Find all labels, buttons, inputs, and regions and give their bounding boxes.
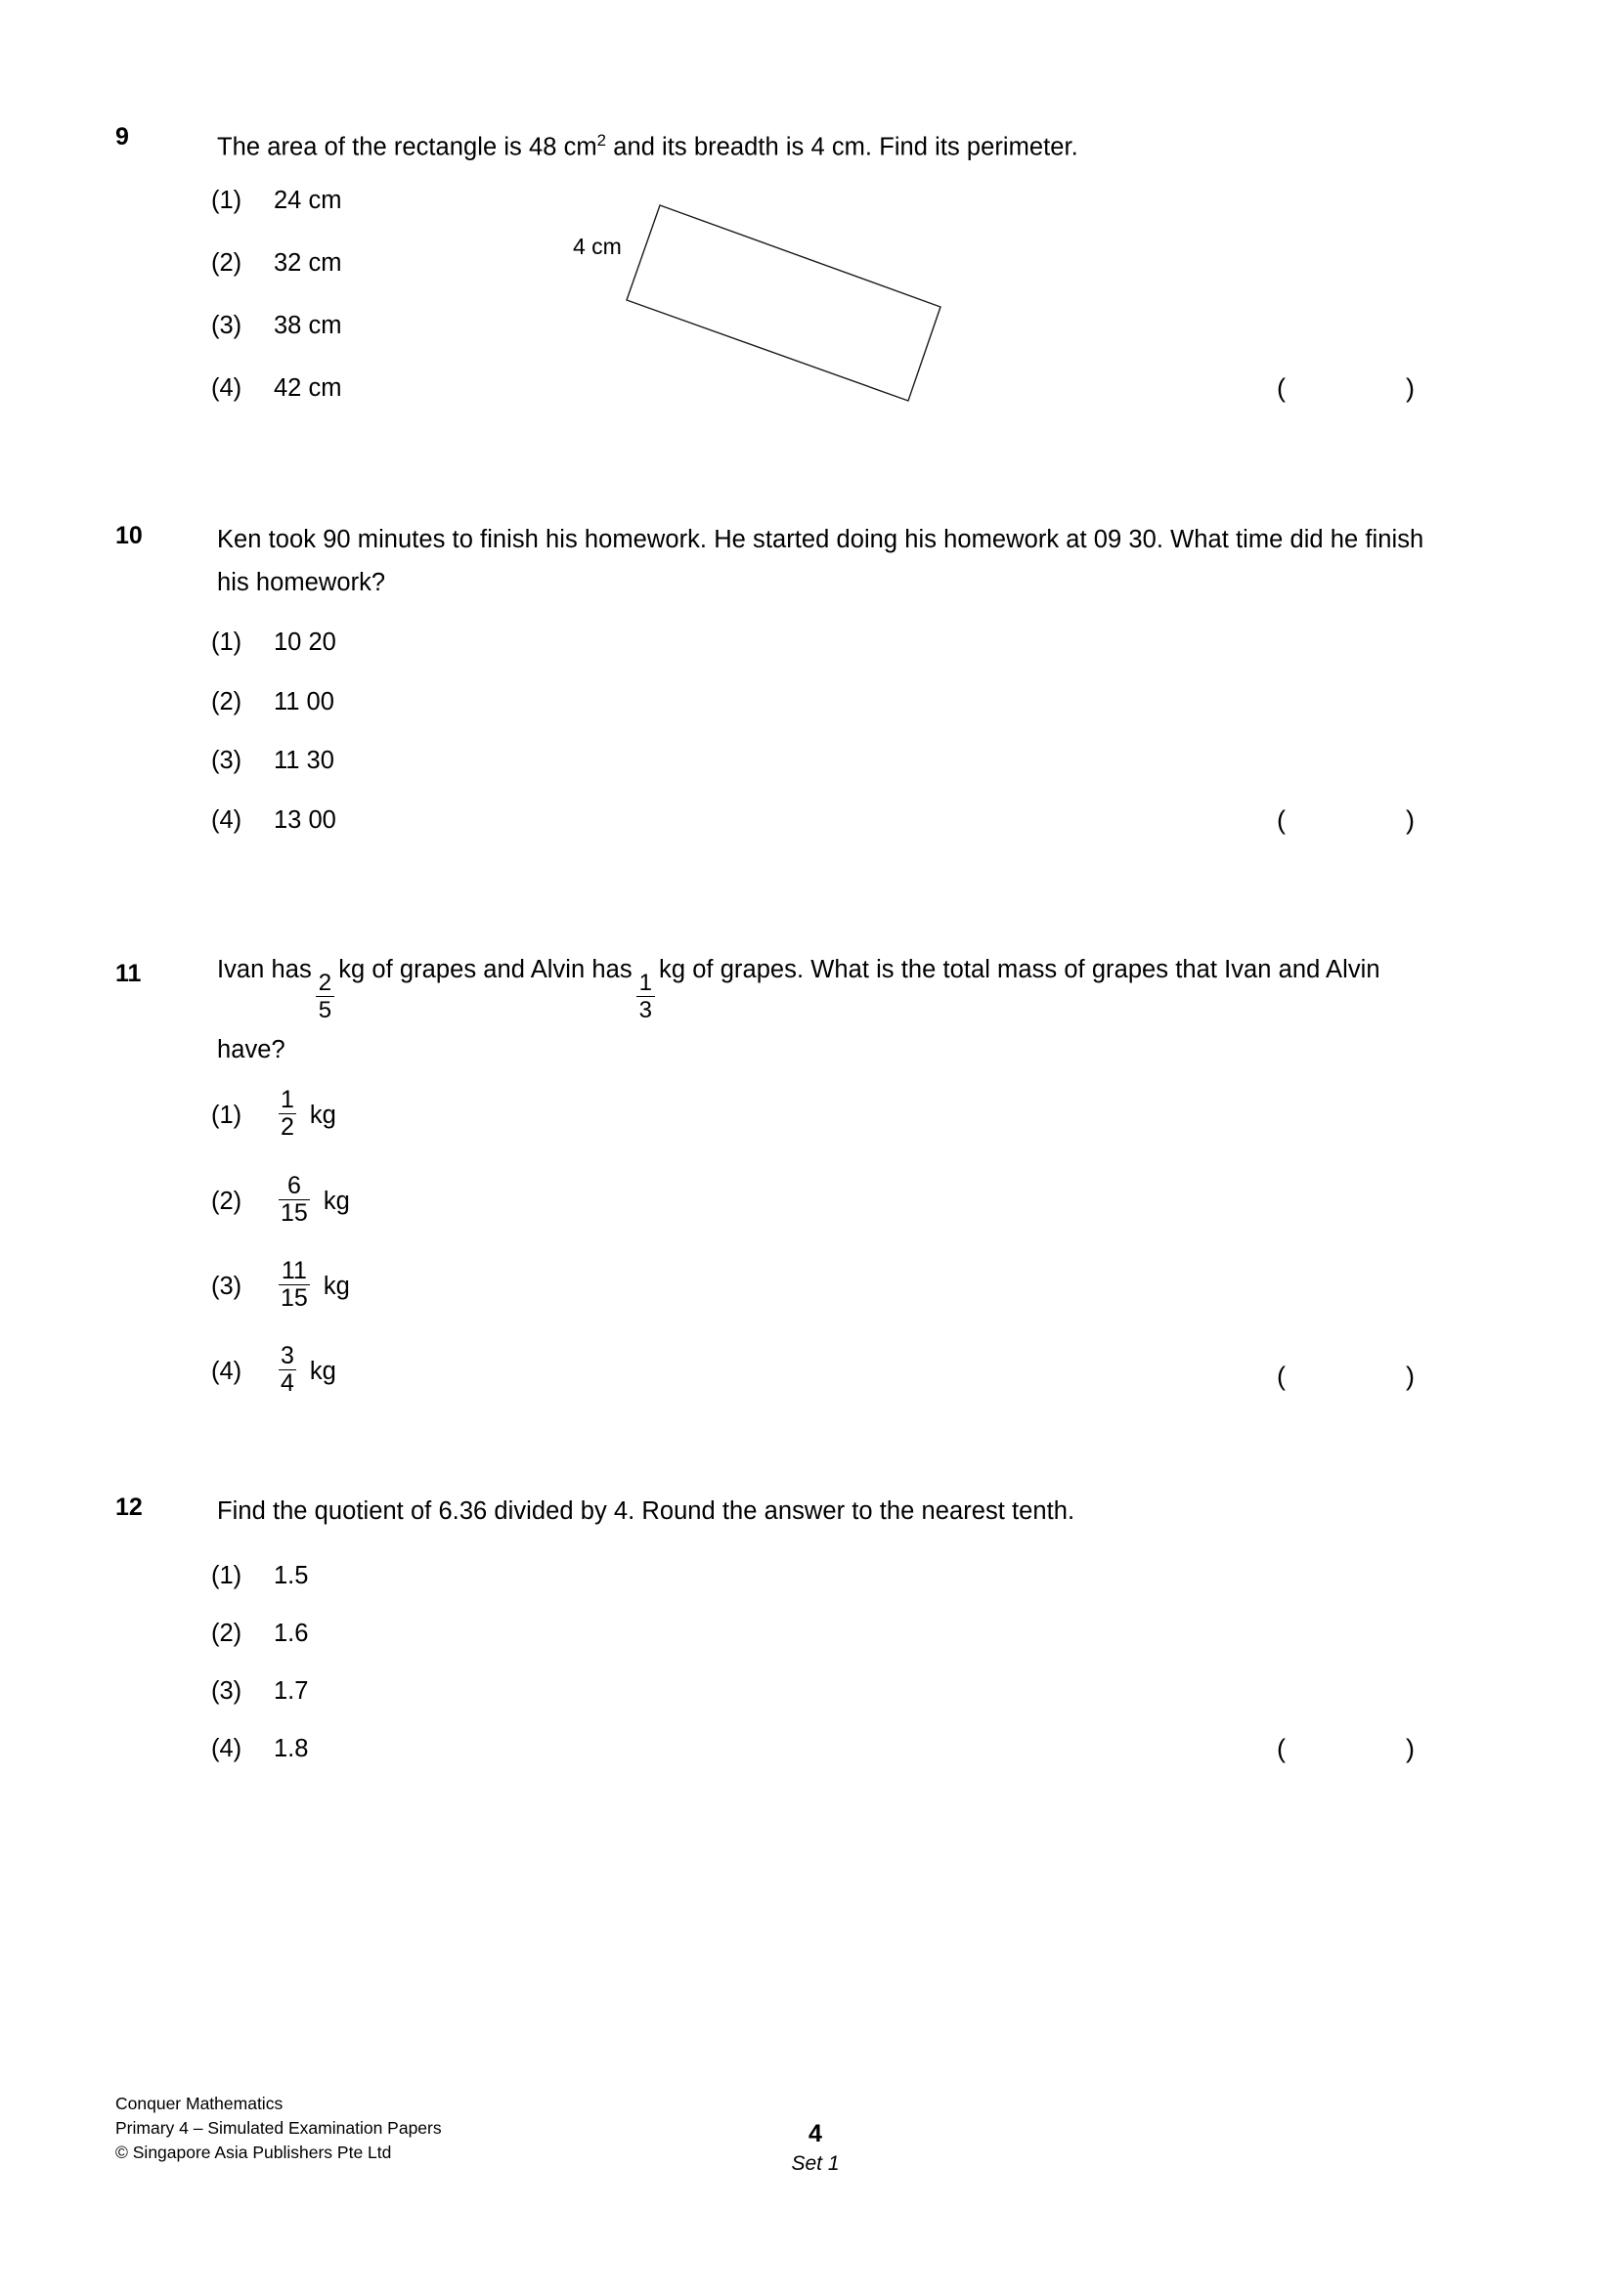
- set-label: Set 1: [791, 2152, 840, 2175]
- option-q11-3-numerator: 11: [281, 1257, 307, 1284]
- option-q10-3[interactable]: [211, 744, 334, 777]
- option-q11-2-fraction: [279, 1173, 310, 1227]
- option-q11-2-unit: kg: [323, 1187, 350, 1215]
- option-q12-1-key: (1): [211, 1562, 242, 1589]
- option-q9-3-key: (3): [211, 312, 242, 339]
- option-q12-1[interactable]: [211, 1559, 308, 1592]
- option-q11-4-key: (4): [211, 1357, 242, 1385]
- option-q11-1-fraction: [279, 1087, 296, 1141]
- option-q9-2[interactable]: [211, 246, 341, 280]
- answer-bracket-q9-close: ): [1406, 373, 1415, 403]
- question-9-text-pre: The area of the rectangle is 48 cm: [217, 133, 597, 161]
- answer-bracket-q11-close: ): [1406, 1362, 1415, 1391]
- option-q12-4-key: (4): [211, 1735, 242, 1762]
- question-11-fraction-2: [636, 971, 655, 1023]
- question-9-figure: [587, 191, 978, 425]
- option-q11-3[interactable]: [211, 1259, 350, 1313]
- answer-bracket-q12[interactable]: [1277, 1732, 1415, 1765]
- option-q11-1-value: [274, 1088, 336, 1142]
- answer-bracket-q10-close: ): [1406, 805, 1415, 835]
- option-q10-1[interactable]: [211, 626, 336, 659]
- option-q9-4[interactable]: [211, 371, 341, 405]
- option-q11-3-key: (3): [211, 1272, 242, 1300]
- option-q9-1-key: (1): [211, 187, 242, 214]
- question-11-text-part2: kg of grapes and Alvin has: [338, 956, 633, 983]
- option-q11-1-key: (1): [211, 1101, 242, 1129]
- answer-bracket-q9[interactable]: [1277, 371, 1415, 405]
- option-q10-2-key: (2): [211, 688, 242, 715]
- option-q11-4-fraction: [279, 1343, 296, 1397]
- question-10-number: 10: [115, 522, 143, 549]
- option-q10-4[interactable]: [211, 803, 336, 837]
- option-q10-2[interactable]: [211, 685, 334, 718]
- option-q12-3[interactable]: [211, 1674, 308, 1708]
- option-q11-2[interactable]: [211, 1174, 350, 1228]
- option-q9-3[interactable]: [211, 309, 341, 342]
- option-q9-2-value: 32 cm: [274, 249, 342, 277]
- option-q9-4-key: (4): [211, 374, 242, 402]
- option-q11-3-value: [274, 1259, 350, 1313]
- option-q10-1-value: 10 20: [274, 628, 336, 656]
- option-q12-1-value: 1.5: [274, 1562, 309, 1589]
- option-q12-2-value: 1.6: [274, 1620, 309, 1647]
- question-11-text-part3: kg of grapes. What is the total mass of grapes that Ivan and Alvin have?: [217, 956, 1380, 1064]
- question-9-text-post: and its breadth is 4 cm. Find its perimeter.: [606, 133, 1078, 161]
- question-11-fraction-1: [316, 971, 334, 1023]
- question-11-fraction-1-numerator: 2: [318, 970, 332, 997]
- page-number: 4: [808, 2120, 822, 2147]
- question-11-fraction-2-numerator: 1: [638, 970, 653, 997]
- option-q12-3-value: 1.7: [274, 1677, 309, 1705]
- option-q10-3-key: (3): [211, 747, 242, 774]
- option-q11-4-value: [274, 1344, 336, 1398]
- option-q11-3-denominator: 15: [281, 1284, 308, 1312]
- option-q11-4-denominator: 4: [281, 1369, 294, 1397]
- answer-bracket-q10-open: (: [1277, 805, 1286, 835]
- option-q10-1-key: (1): [211, 628, 242, 656]
- option-q11-1-unit: kg: [309, 1101, 336, 1129]
- answer-bracket-q12-open: (: [1277, 1734, 1286, 1763]
- option-q11-2-numerator: 6: [286, 1172, 301, 1199]
- question-9-text-superscript: 2: [596, 131, 607, 150]
- footer-level: Primary 4 – Simulated Examination Papers: [115, 2118, 442, 2138]
- option-q10-3-value: 11 30: [274, 747, 334, 774]
- question-11-number: 11: [115, 960, 142, 987]
- option-q11-4-unit: kg: [309, 1357, 336, 1385]
- option-q9-3-value: 38 cm: [274, 312, 342, 339]
- option-q12-2-key: (2): [211, 1620, 242, 1647]
- option-q10-2-value: 11 00: [274, 688, 334, 715]
- option-q11-1[interactable]: [211, 1088, 336, 1142]
- footer-subject: Conquer Mathematics: [115, 2094, 284, 2113]
- option-q11-4-numerator: 3: [281, 1342, 294, 1369]
- question-9-text: [217, 119, 1429, 169]
- option-q11-2-value: [274, 1174, 350, 1228]
- question-11-fraction-1-denominator: 5: [316, 996, 334, 1023]
- question-12-number: 12: [115, 1494, 143, 1521]
- option-q11-4[interactable]: [211, 1344, 336, 1398]
- question-11-text: [217, 943, 1439, 1077]
- question-12-text: Find the quotient of 6.36 divided by 4. Round the answer to the nearest tenth.: [217, 1497, 1075, 1525]
- option-q9-4-value: 42 cm: [274, 374, 342, 402]
- option-q12-2[interactable]: [211, 1617, 308, 1650]
- option-q9-1-value: 24 cm: [274, 187, 342, 214]
- tilted-rectangle-icon: [587, 191, 978, 425]
- option-q11-2-key: (2): [211, 1187, 242, 1215]
- option-q11-3-unit: kg: [323, 1272, 350, 1300]
- answer-bracket-q12-close: ): [1406, 1734, 1415, 1763]
- option-q9-1[interactable]: [211, 184, 341, 217]
- answer-bracket-q11[interactable]: [1277, 1360, 1415, 1393]
- question-10-text: Ken took 90 minutes to finish his homework. He started doing his homework at 09 30. What time did he finish his homework?: [217, 526, 1424, 596]
- option-q10-4-key: (4): [211, 806, 242, 834]
- answer-bracket-q9-open: (: [1277, 373, 1286, 403]
- option-q10-4-value: 13 00: [274, 806, 336, 834]
- footer-copyright: © Singapore Asia Publishers Pte Ltd: [115, 2143, 392, 2162]
- option-q12-4-value: 1.8: [274, 1735, 309, 1762]
- option-q12-3-key: (3): [211, 1677, 242, 1705]
- option-q12-4[interactable]: [211, 1732, 308, 1765]
- option-q11-2-denominator: 15: [281, 1199, 308, 1227]
- option-q11-1-denominator: 2: [281, 1113, 294, 1141]
- answer-bracket-q11-open: (: [1277, 1362, 1286, 1391]
- option-q11-1-numerator: 1: [281, 1086, 294, 1113]
- option-q9-2-key: (2): [211, 249, 242, 277]
- answer-bracket-q10[interactable]: [1277, 803, 1415, 837]
- question-11-fraction-2-denominator: 3: [636, 996, 655, 1023]
- question-9-figure-label: 4 cm: [573, 234, 622, 259]
- question-9-number: 9: [115, 123, 129, 151]
- option-q11-3-fraction: [279, 1258, 310, 1312]
- question-11-text-part1: Ivan has: [217, 956, 312, 983]
